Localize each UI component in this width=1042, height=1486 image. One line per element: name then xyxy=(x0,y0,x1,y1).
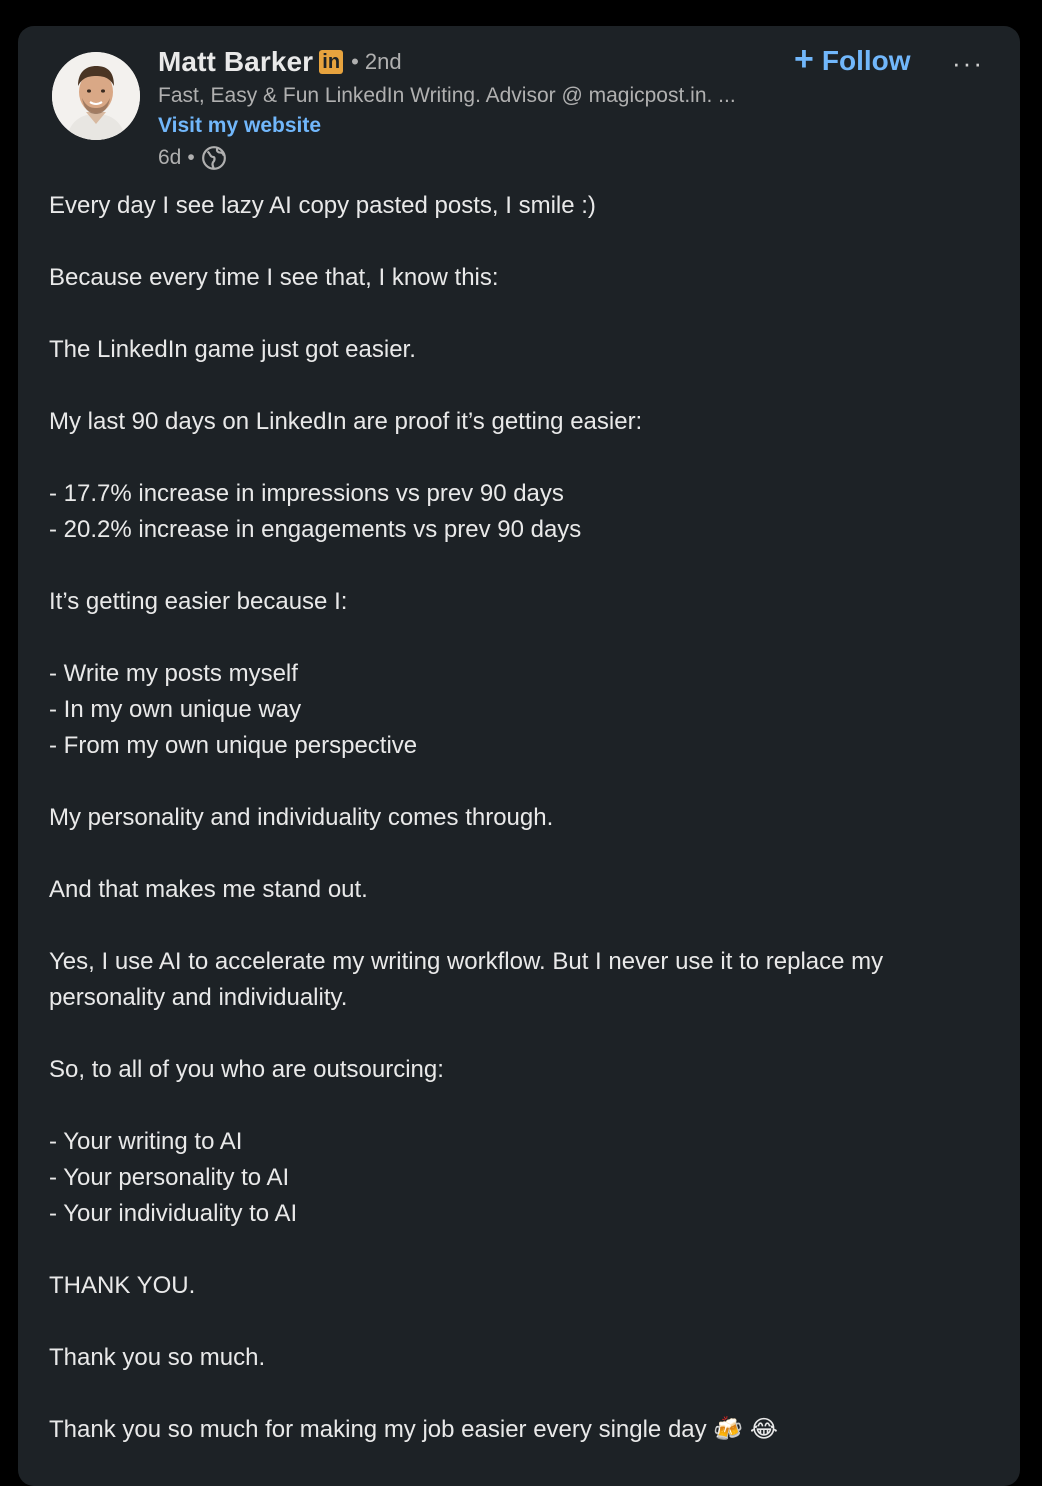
plus-icon: + xyxy=(794,40,814,78)
post-line: - Your personality to AI xyxy=(49,1164,290,1191)
author-name[interactable]: Matt Barker xyxy=(158,46,314,77)
degree-separator: • xyxy=(351,49,359,74)
post-line xyxy=(49,764,979,800)
avatar[interactable] xyxy=(52,52,140,140)
author-row xyxy=(158,46,402,78)
avatar-image xyxy=(52,52,140,140)
post-line xyxy=(49,224,979,260)
post-line xyxy=(49,296,979,332)
post-line xyxy=(49,908,979,944)
post-line: Thank you so much. xyxy=(49,1344,266,1371)
more-options-icon[interactable]: ··· xyxy=(952,48,984,78)
post-line: Yes, I use AI to accelerate my writing workflow. But I never use it to replace my xyxy=(49,948,884,975)
post-line xyxy=(49,1088,979,1124)
post-line xyxy=(49,368,979,404)
post-line xyxy=(49,1232,979,1268)
post-line: - Write my posts myself xyxy=(49,660,298,687)
post-line: The LinkedIn game just got easier. xyxy=(49,336,416,363)
post-line: Every day I see lazy AI copy pasted posts, I smile :) xyxy=(49,192,596,219)
author-headline: Fast, Easy & Fun LinkedIn Writing. Advisor @ magicpost.in. ... xyxy=(158,84,736,107)
post-line: THANK YOU. xyxy=(49,1272,196,1299)
post-line: - 20.2% increase in engagements vs prev 90 days xyxy=(49,516,582,543)
post-line: It’s getting easier because I: xyxy=(49,588,348,615)
post-line xyxy=(49,1304,979,1340)
follow-label: Follow xyxy=(821,45,911,76)
post-line: So, to all of you who are outsourcing: xyxy=(49,1056,444,1083)
meta-separator: • xyxy=(187,146,195,169)
post-meta xyxy=(158,145,227,171)
post-line xyxy=(49,1016,979,1052)
post-line: And that makes me stand out. xyxy=(49,876,368,903)
post-line: - From my own unique perspective xyxy=(49,732,418,759)
post-line: - Your writing to AI xyxy=(49,1128,243,1155)
post-time: 6d xyxy=(158,146,182,169)
post-line: - Your individuality to AI xyxy=(49,1200,298,1227)
post-line: My last 90 days on LinkedIn are proof it’s getting easier: xyxy=(49,408,643,435)
post-line xyxy=(49,836,979,872)
post-line xyxy=(49,440,979,476)
linkedin-premium-badge-icon: in xyxy=(319,50,343,74)
post-line: Thank you so much for making my job easier every single day 🍻 😂 xyxy=(49,1416,778,1443)
post-line: - 17.7% increase in impressions vs prev 90 days xyxy=(49,480,564,507)
post-line xyxy=(49,548,979,584)
post-body xyxy=(49,188,979,1448)
post-line: personality and individuality. xyxy=(49,984,348,1011)
follow-button[interactable] xyxy=(794,40,911,78)
post-line: My personality and individuality comes through. xyxy=(49,804,554,831)
post-line xyxy=(49,620,979,656)
post-line: Because every time I see that, I know this: xyxy=(49,264,499,291)
connection-degree: 2nd xyxy=(364,49,402,74)
globe-icon xyxy=(201,145,227,171)
post-card xyxy=(18,26,1020,1486)
post-line: - In my own unique way xyxy=(49,696,302,723)
visit-website-link[interactable]: Visit my website xyxy=(158,114,322,137)
post-line xyxy=(49,1376,979,1412)
